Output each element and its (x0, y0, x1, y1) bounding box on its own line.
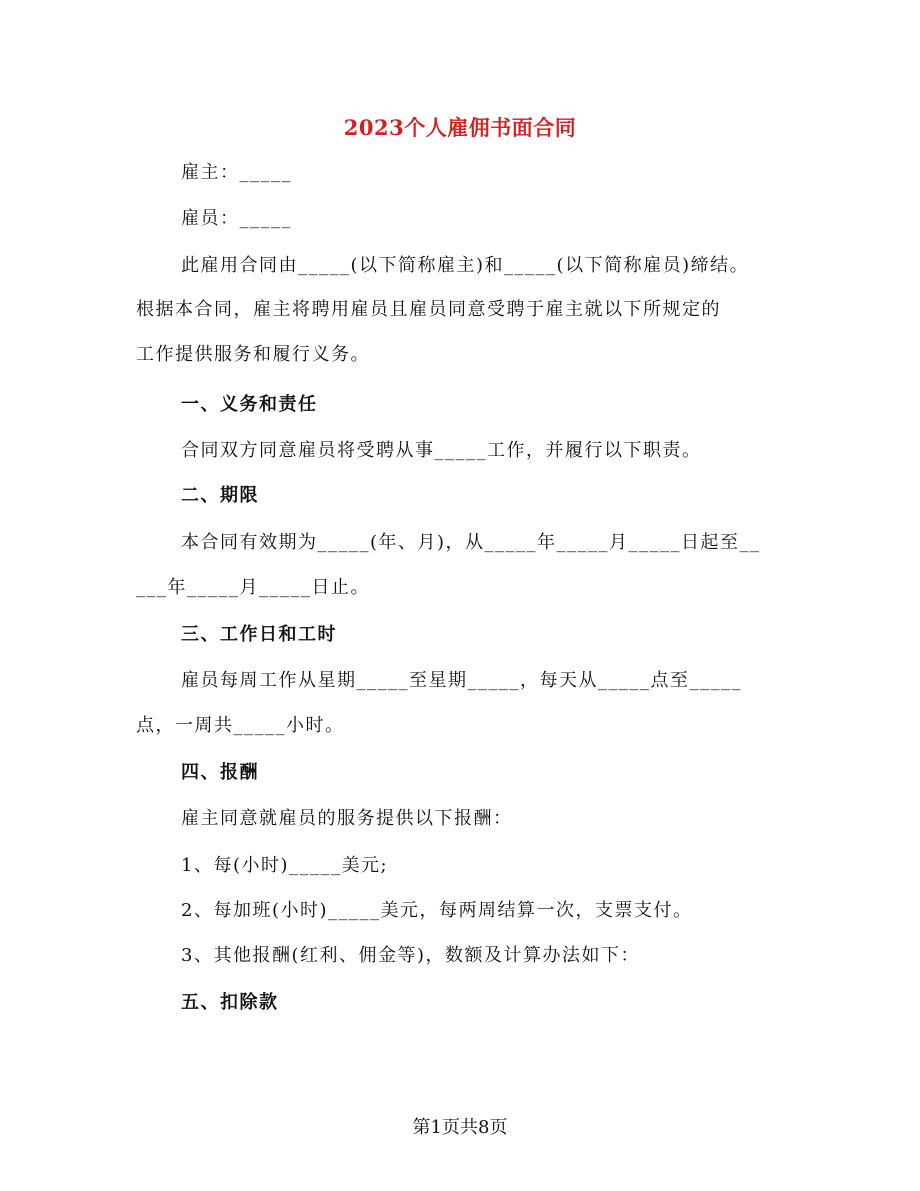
section-heading-hours: 三、工作日和工时 (181, 624, 337, 645)
pay-item-3: 3、其他报酬(红利、佣金等)，数额及计算办法如下： (181, 945, 640, 966)
section-heading-pay: 四、报酬 (181, 762, 259, 783)
section-heading-term: 二、期限 (181, 485, 259, 506)
document-title: 2023个人雇佣书面合同 (343, 115, 577, 140)
employee-line: 雇员：_____ (181, 208, 292, 229)
term-paragraph-line-2: ___年_____月_____日止。 (136, 577, 370, 598)
intro-paragraph-line-3: 工作提供服务和履行义务。 (136, 344, 370, 365)
duties-paragraph: 合同双方同意雇员将受聘从事_____工作，并履行以下职责。 (181, 440, 702, 461)
pay-item-1: 1、每(小时)_____美元; (181, 855, 389, 876)
employer-line: 雇主：_____ (181, 162, 292, 183)
intro-paragraph-line-2: 根据本合同，雇主将聘用雇员且雇员同意受聘于雇主就以下所规定的 (136, 299, 721, 320)
pay-paragraph: 雇主同意就雇员的服务提供以下报酬： (181, 808, 513, 829)
section-heading-duties: 一、义务和责任 (181, 394, 318, 415)
hours-paragraph-line-1: 雇员每周工作从星期_____至星期_____，每天从_____点至_____ (181, 670, 742, 691)
page-footer: 第1页共8页 (412, 1117, 508, 1138)
term-paragraph-line-1: 本合同有效期为_____(年、月)，从_____年_____月_____日起至__ (181, 532, 761, 553)
pay-item-2: 2、每加班(小时)_____美元，每两周结算一次，支票支付。 (181, 900, 693, 921)
section-heading-deductions: 五、扣除款 (181, 992, 279, 1013)
hours-paragraph-line-2: 点，一周共_____小时。 (136, 715, 345, 736)
intro-paragraph-line-1: 此雇用合同由_____(以下简称雇主)和_____(以下简称雇员)缔结。 (181, 255, 750, 276)
